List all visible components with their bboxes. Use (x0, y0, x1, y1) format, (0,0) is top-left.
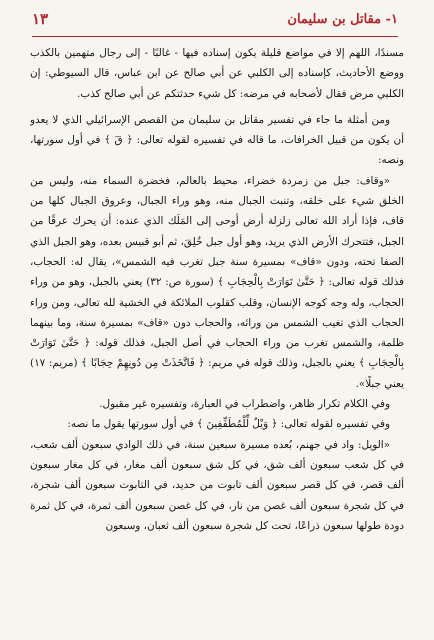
running-head: ١- مقاتل بن سليمان (287, 11, 398, 27)
page-body (30, 43, 404, 634)
paragraph: ومن أمثلة ما جاء في تفسير مقاتل بن سليمان من القصص الإسرائيلي الذي لا يعدو أن يكون من قبيل الخرافات، ما قاله في تفسيره لقوله تعالى: ﴿ قٓ ﴾ في أول سورتها، ونصه: (30, 113, 404, 167)
header-rule (32, 36, 398, 37)
paragraph: «الويل: واد في جهنم، بُعده مسيرة سبعين سنة، في ذلك الوادي سبعون ألف شعب، في كل شعب سبعون ألف شق، في كل شق سبعون ألف مغار، في كل مغار سبعون ألف قصر، في كل قصر سبعون ألف تابوت من حديد، في التابوت سبعون ألف شجرة، في كل شجرة سبعون ألف غصن من نار، في كل غصن سبعون ألف ثمرة، في كل ثمرة دودة طولها سبعون ذراعًا، تحت كل شجرة سبعون ألف ثعبان، وسبعون (30, 438, 404, 532)
paragraph: «وقاف: جبل من زمردة خضراء، محيط بالعالم، فخضرة السماء منه، وليس من الخلق شيء على خلقه، وتنبت الجبال منه، وهو وراء الجبال، وعروق الجبال كلها من قاف، فإذا أراد الله تعالى زلزلة أرض أوحى إلى المَلَك الذي عنده: أن يحرك عرقًا من الجبل، فتتحرك الأرض الذي يريد، وهو أول جبل خُلِقَ، ثم أبو قبيس بعده، وهو الجبل الذي الصفا تحته، ودون «قاف» بمسيرة سنة جبل تغرب فيه الشمس»، يقال له: الحجاب، فذلك قوله تعالى: ﴿ حَتَّىٰ تَوَارَتْ بِالْحِجَابِ ﴾ (سورة ص: ٣٢) يعني بالجبل، وهو من وراء الحجاب، وله وجه كوجه الإنسان، وقلب كقلوب الملائكة في الخشية لله تعالى، ومن وراء الحجاب الذي تغيب الشمس من ورائه، والحجاب دون «قاف» بمسيرة سنة، وما بينهما ظلمة، والشمس تغرب من وراء الحجاب في أصل الجبل، فذلك قوله: ﴿ حَتَّىٰ تَوَارَتْ بِالْحِجَابِ ﴾ يعني بالجبل، وذلك قوله في مريم: ﴿ فَاتَّخَذَتْ مِن دُونِهِمْ حِجَابًا ﴾ (مريم: ١٧) يعني جبلًا». (30, 174, 404, 390)
paragraph: مسندًا، اللهم إلا في مواضع قليلة يكون إسناده فيها - غالبًا - إلى رجال متهمين بالكذب ووضع الأحاديث، كإسناده إلى الكلبي عن أبي صالح عن ابن عباس، قال السيوطي: إن الكلبي مرض فقال لأصحابه في مرضه: كل شيء حدثتكم عن أبي صالح كذب. (30, 47, 404, 100)
paragraph: وفي الكلام تكرار ظاهر، واضطراب في العبارة، وتفسيره غير مقبول. (99, 398, 390, 411)
paragraph: وفي تفسيره لقوله تعالى: ﴿ وَيْلٌ لِّلْمُطَفِّفِينَ ﴾ في أول سورتها يقول ما نصه: (67, 418, 390, 431)
page-number: ١٣ (32, 10, 49, 28)
page-header (32, 4, 398, 34)
